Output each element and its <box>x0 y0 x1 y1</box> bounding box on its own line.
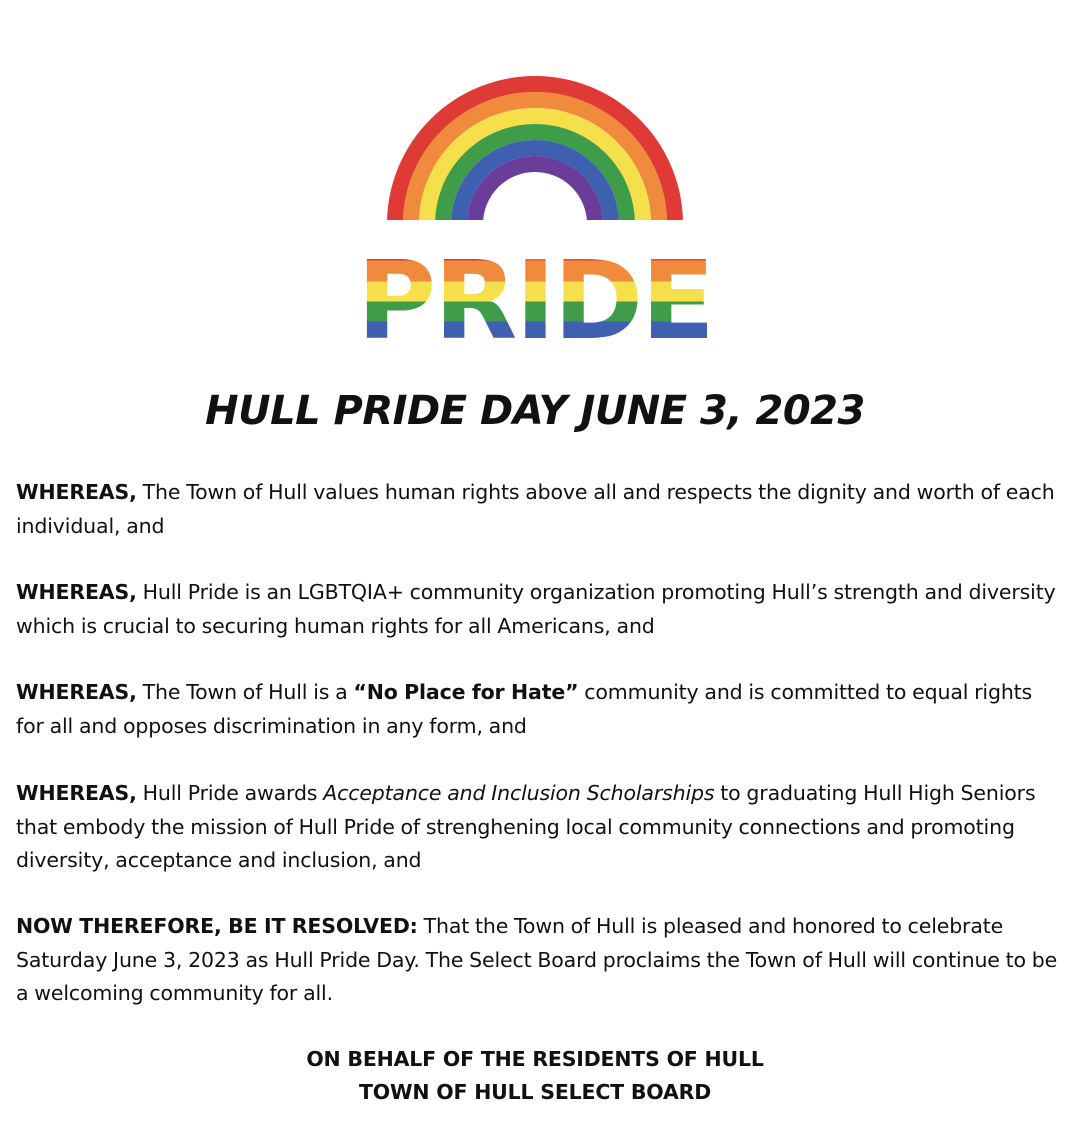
rainbow-icon <box>357 70 713 364</box>
signature-block <box>0 1043 1070 1109</box>
paragraph-text: That the Town of Hull is pleased and honored to celebrate Saturday June 3, 2023 as Hull Pride Day. The Select Board proclaims the Town of Hull will continue to be a welcoming community for all. <box>16 914 1058 1005</box>
paragraph-text: The Town of Hull values human rights above all and respects the dignity and worth of each individual, and <box>16 480 1055 538</box>
pride-wordmark: PRIDE <box>357 239 713 364</box>
paragraph-emphasis: Acceptance and Inclusion Scholarships <box>323 781 715 805</box>
resolution-paragraph <box>16 910 1061 1011</box>
footer-line-residents: ON BEHALF OF THE RESIDENTS OF HULL <box>306 1047 764 1071</box>
paragraph-text: Hull Pride is an LGBTQIA+ community organization promoting Hull’s strength and diversity which is crucial to securing human rights for all Americans, and <box>16 580 1056 638</box>
whereas-paragraph-4 <box>16 777 1061 878</box>
paragraph-lead: WHEREAS, <box>16 480 137 504</box>
pride-logo <box>357 70 713 364</box>
paragraph-emphasis: “No Place for Hate” <box>353 680 579 704</box>
whereas-paragraph-2 <box>16 576 1061 643</box>
paragraph-text: community and is committed to equal rights for all and opposes discrimination in any form, and <box>16 680 1033 738</box>
page-title: HULL PRIDE DAY JUNE 3, 2023 <box>205 388 865 434</box>
paragraph-text: Hull Pride awards <box>136 781 324 805</box>
paragraph-lead: NOW THEREFORE, BE IT RESOLVED: <box>16 914 418 938</box>
whereas-paragraph-3 <box>16 676 1061 743</box>
paragraph-text: to graduating Hull High Seniors that embody the mission of Hull Pride of strenghening local community connections and promoting diversity, acceptance and inclusion, and <box>16 781 1036 872</box>
paragraph-lead: WHEREAS, <box>16 580 137 604</box>
paragraph-lead: WHEREAS, <box>16 680 137 704</box>
footer-line-select-board: TOWN OF HULL SELECT BOARD <box>358 1080 712 1104</box>
paragraph-lead: WHEREAS, <box>16 781 137 805</box>
whereas-paragraph-1 <box>16 476 1061 543</box>
paragraph-text: The Town of Hull is a <box>136 680 354 704</box>
